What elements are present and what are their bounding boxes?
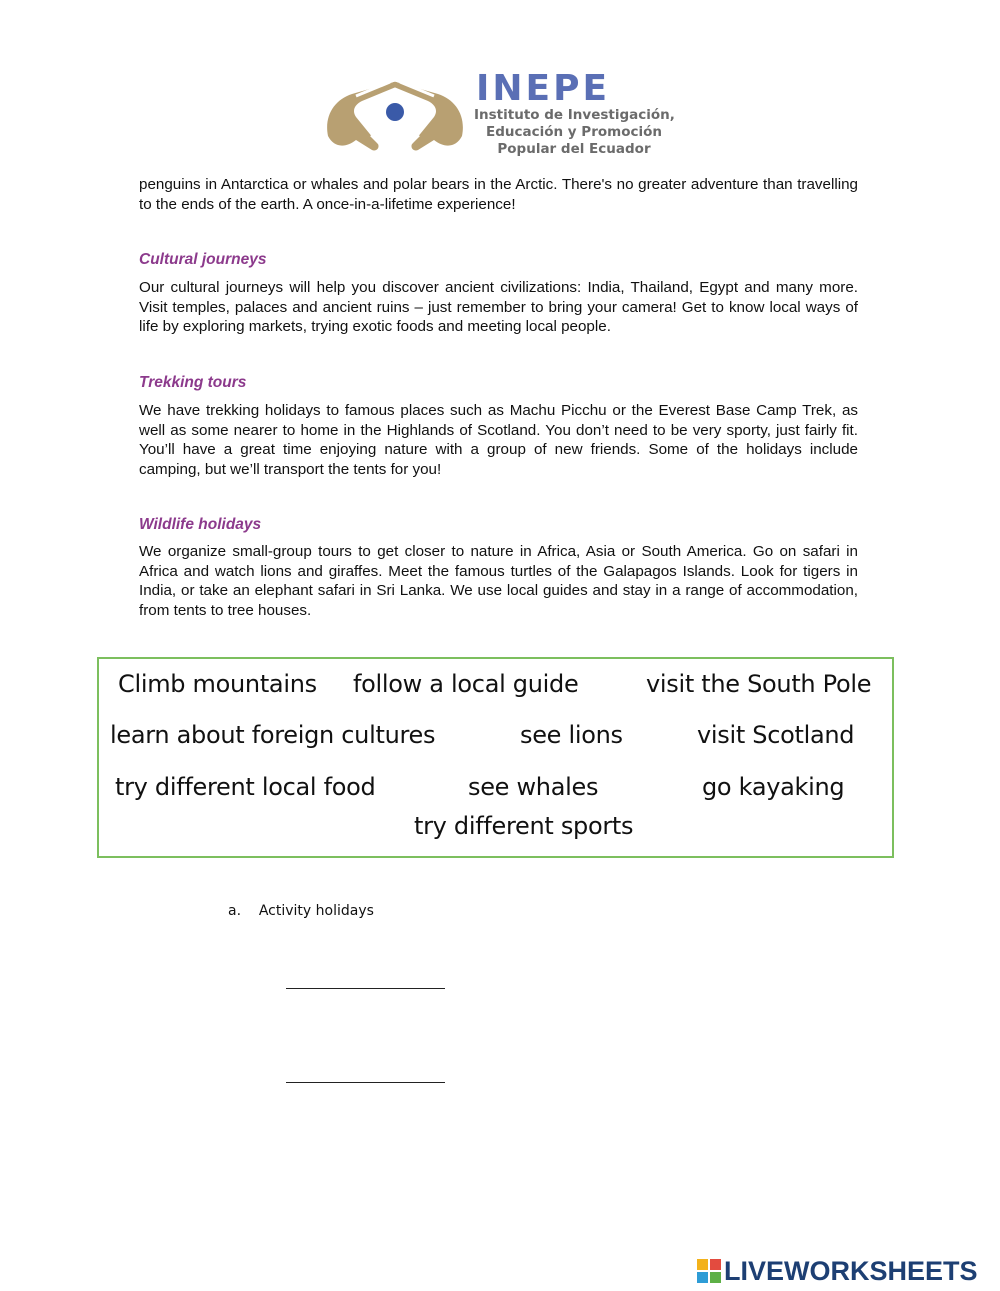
word-item[interactable]: see lions <box>520 721 623 749</box>
section-text-wildlife: We organize small-group tours to get closer to nature in Africa, Asia or South America. Go on safari in Africa and watch lions and giraffes. Meet the famous turtles of the Galapagos Islands. Look for tigers in India, or take an elephant safari in Sri Lanka. We use local guides and stay in a range of accommodation, from tents to tree houses. <box>139 543 858 619</box>
word-item[interactable]: visit the South Pole <box>646 670 872 698</box>
liveworksheets-logo <box>697 1256 997 1286</box>
word-bank-box <box>97 657 894 858</box>
task-label-activity-holidays: a. Activity holidays <box>228 903 374 919</box>
liveworksheets-wordmark: LIVEWORKSHEETS <box>724 1256 978 1286</box>
logo-subtitle-line: Popular del Ecuador <box>497 141 651 157</box>
liveworksheets-icon <box>697 1259 721 1283</box>
logo-title: INEPE <box>476 68 611 109</box>
inepe-logo-hands-graphic <box>322 74 468 158</box>
word-item[interactable]: learn about foreign cultures <box>110 721 436 749</box>
section-text-trekking: We have trekking holidays to famous places such as Machu Picchu or the Everest Base Camp Trek, as well as some nearer to home in the Highlands of Scotland. You don’t need to be very sporty, just fairly fit. You’ll have a great time enjoying nature with a group of new friends. Some of the holidays include camping, but we’ll transport the tents for you! <box>139 402 858 478</box>
logo-subtitle-line: Instituto de Investigación, <box>474 107 675 123</box>
section-heading-cultural: Cultural journeys <box>139 251 267 268</box>
word-item[interactable]: try different local food <box>115 773 376 801</box>
word-item[interactable]: see whales <box>468 773 599 801</box>
answer-blank-1[interactable] <box>286 988 445 989</box>
section-heading-trekking: Trekking tours <box>139 374 247 391</box>
word-item[interactable]: Climb mountains <box>118 670 317 698</box>
answer-blank-2[interactable] <box>286 1082 445 1083</box>
word-item[interactable]: go kayaking <box>702 773 845 801</box>
word-item[interactable]: follow a local guide <box>353 670 579 698</box>
section-text-cultural: Our cultural journeys will help you discover ancient civilizations: India, Thailand, Egypt and many more. Visit temples, palaces and ancient ruins – just remember to bring your camera! Get to know local ways of life by exploring markets, trying exotic foods and meeting local people. <box>139 279 858 335</box>
word-item[interactable]: visit Scotland <box>697 721 855 749</box>
section-heading-wildlife: Wildlife holidays <box>139 516 262 533</box>
logo-subtitle-line: Educación y Promoción <box>485 124 662 140</box>
intro-paragraph: penguins in Antarctica or whales and polar bears in the Arctic. There's no greater adventure than travelling to the ends of the earth. A once-in-a-lifetime experience! <box>139 176 858 213</box>
word-item[interactable]: try different sports <box>414 812 634 840</box>
